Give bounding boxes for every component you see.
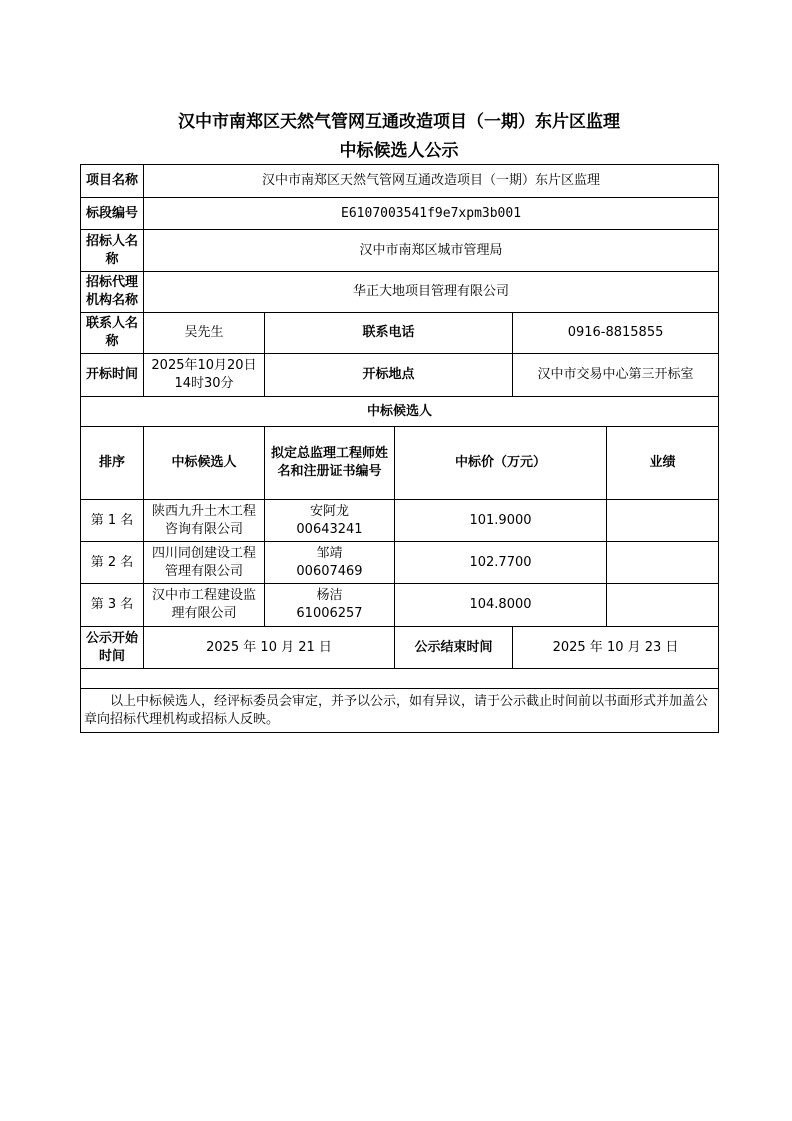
candidate-row: [81, 542, 719, 584]
open-time-value: 2025年10月20日14时30分: [144, 354, 265, 397]
agency-label: 招标代理机构名称: [81, 272, 144, 313]
publicity-row: [81, 627, 719, 669]
candidate-performance: [607, 500, 719, 542]
candidate-rank: 第 1 名: [81, 500, 144, 542]
candidate-performance: [607, 542, 719, 584]
candidate-performance: [607, 584, 719, 627]
candidate-rank: 第 3 名: [81, 584, 144, 627]
publicity-end-label: 公示结束时间: [395, 627, 513, 669]
publicity-start-label: 公示开始时间: [81, 627, 144, 669]
header-rank: 排序: [81, 427, 144, 500]
header-candidate: 中标候选人: [144, 427, 265, 500]
agency-value: 华正大地项目管理有限公司: [144, 272, 719, 313]
tenderer-value: 汉中市南郑区城市管理局: [144, 230, 719, 272]
header-performance: 业绩: [607, 427, 719, 500]
document-subtitle: 中标候选人公示: [339, 141, 459, 161]
header-engineer: 拟定总监理工程师姓名和注册证书编号: [265, 427, 395, 500]
candidate-company: 四川同创建设工程管理有限公司: [144, 542, 265, 584]
section-no-row: [81, 198, 719, 230]
notice-cell: [81, 689, 719, 733]
candidate-engineer: [265, 500, 395, 542]
open-time-row: [81, 354, 719, 397]
engineer-name: 邹靖: [316, 545, 343, 561]
engineer-name: 杨洁: [316, 588, 343, 603]
publicity-end-value: 2025 年 10 月 23 日: [513, 627, 719, 669]
section-no-value: E6107003541f9e7xpm3b001: [144, 198, 719, 230]
candidate-engineer: [265, 542, 395, 584]
candidates-section-title: 中标候选人: [81, 397, 719, 427]
project-name-value: 汉中市南郑区天然气管网互通改造项目（一期）东片区监理: [144, 165, 719, 198]
project-name-row: [81, 165, 719, 198]
open-time-label: 开标时间: [81, 354, 144, 397]
candidate-rank: 第 2 名: [81, 542, 144, 584]
publicity-start-value: 2025 年 10 月 21 日: [144, 627, 395, 669]
tenderer-label: 招标人名称: [81, 230, 144, 272]
candidate-row: [81, 500, 719, 542]
candidate-row: [81, 584, 719, 627]
candidate-price: 101.9000: [395, 500, 607, 542]
notice-text: 以上中标候选人，经评标委员会审定，并予以公示，如有异议，请于公示截止时间前以书面形式并加盖公章向招标代理机构或招标人反映。: [84, 693, 709, 727]
notice-row: [81, 689, 719, 733]
open-place-value: 汉中市交易中心第三开标室: [513, 354, 719, 397]
phone-label: 联系电话: [265, 313, 513, 354]
engineer-cert: 00607469: [296, 563, 363, 579]
phone-value: 0916-8815855: [513, 313, 719, 354]
section-no-label: 标段编号: [81, 198, 144, 230]
engineer-cert: 00643241: [296, 521, 363, 537]
agency-row: [81, 272, 719, 313]
project-name-label: 项目名称: [81, 165, 144, 198]
contact-label: 联系人名称: [81, 313, 144, 354]
engineer-cert: 61006257: [296, 606, 363, 621]
engineer-name: 安阿龙: [309, 503, 349, 519]
candidate-company: 汉中市工程建设监理有限公司: [144, 584, 265, 627]
candidate-company: 陕西九升土木工程咨询有限公司: [144, 500, 265, 542]
candidate-price: 102.7700: [395, 542, 607, 584]
candidates-section-row: [81, 397, 719, 427]
candidate-engineer: [265, 584, 395, 627]
candidate-price: 104.8000: [395, 584, 607, 627]
announcement-table: [80, 164, 719, 733]
open-place-label: 开标地点: [265, 354, 513, 397]
contact-row: [81, 313, 719, 354]
tenderer-row: [81, 230, 719, 272]
empty-cell: [81, 669, 719, 689]
contact-value: 吴先生: [144, 313, 265, 354]
spacer-row: [81, 669, 719, 689]
header-price: 中标价（万元）: [395, 427, 607, 500]
candidates-header-row: [81, 427, 719, 500]
document-title: 汉中市南郑区天然气管网互通改造项目（一期）东片区监理: [178, 112, 620, 132]
